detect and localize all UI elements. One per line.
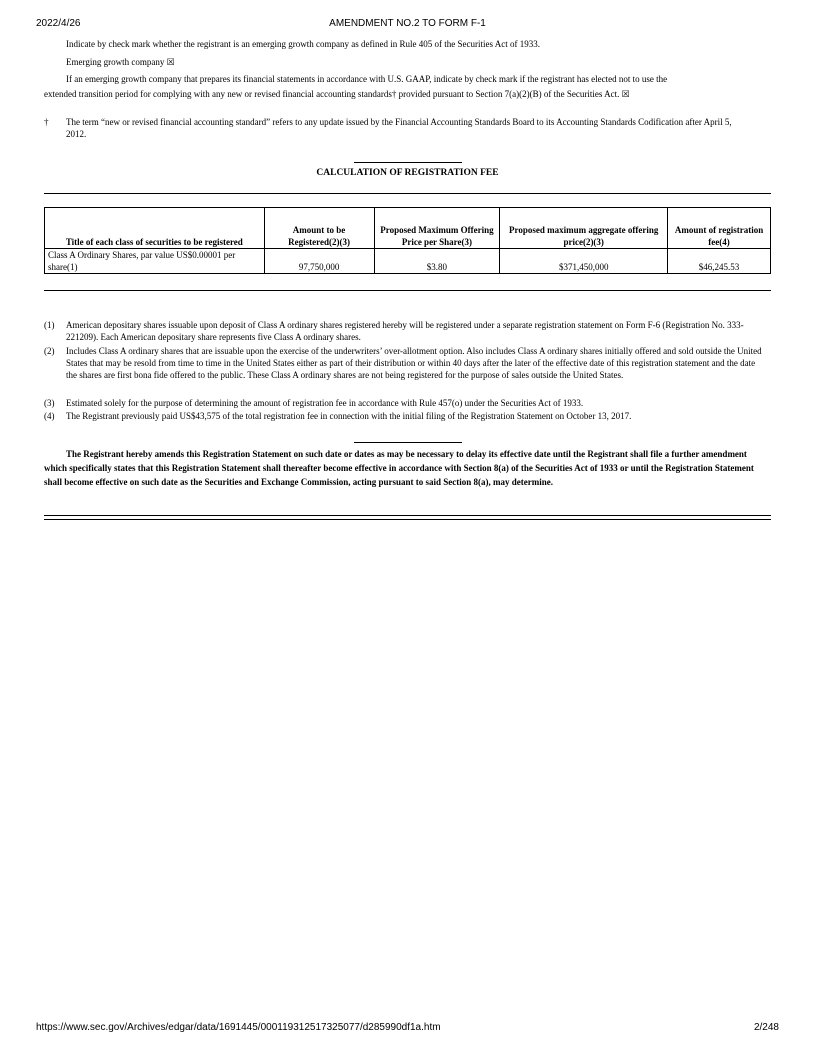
print-page-number: 2/248 [753,1022,779,1033]
cell-fee: $46,245.53 [668,249,771,274]
cell-title: Class A Ordinary Shares, par value US$0.00001 per share(1) [45,249,265,274]
footnote-text: The Registrant previously paid US$43,575 of the total registration fee in connection with the initial filing of the Registration Statement on October 13, 2017. [66,411,632,421]
closing-rule [44,519,771,520]
registration-fee-table [44,207,771,274]
table-bottom-rule [44,290,771,291]
header-max-offering-price: Proposed Maximum Offering Price per Share(3) [374,208,500,249]
table-header-row [45,208,771,249]
dagger-icon: † [44,117,49,127]
footnote-number: (3) [44,398,55,408]
print-title: AMENDMENT NO.2 TO FORM F-1 [329,18,486,29]
cell-aggregate: $371,450,000 [500,249,668,274]
section-divider [354,162,462,163]
cell-amount: 97,750,000 [264,249,374,274]
dagger-note: The term “new or revised financial accounting standard” refers to any update issued by the Financial Accounting Standards Board to its Accounting Standards Codification after April 5, 2012. [66,117,732,139]
egc-question: Indicate by check mark whether the registrant is an emerging growth company as defined in Rule 405 of the Securities Act of 1933. [66,39,540,49]
egc-label: Emerging growth company [66,57,165,67]
fee-table-title: CALCULATION OF REGISTRATION FEE [316,168,499,178]
print-date: 2022/4/26 [36,18,81,29]
footnote [44,345,768,381]
footnote [44,319,768,343]
header-max-aggregate-price: Proposed maximum aggregate offering price(2)(3) [500,208,668,249]
header-title-of-class: Title of each class of securities to be registered [45,208,265,249]
footnote [44,397,768,409]
footnote-text: American depositary shares issuable upon deposit of Class A ordinary shares registered hereby will be registered under a separate registration statement on Form F-6 (Registration No. 333-221209). Each American depositary share represents five Class A ordinary shares. [66,320,744,342]
header-amount-registered: Amount to be Registered(2)(3) [264,208,374,249]
footnote-text: Estimated solely for the purpose of determining the amount of registration fee in accordance with Rule 457(o) under the Securities Act of 1933. [66,398,584,408]
footnote-number: (2) [44,346,55,356]
transition-para-line2-text: extended transition period for complying with any new or revised financial accounting standards† provided pursuant to Section 7(a)(2)(B) of the Securities Act. [44,89,620,99]
closing-rule [44,515,771,516]
cell-price: $3.80 [374,249,500,274]
footnote-text: Includes Class A ordinary shares that are issuable upon the exercise of the underwriters’ over-allotment option. Also includes Class A ordinary shares initially offered and sold outside the United States that may be resold from time to time in the United States either as part of their distribution or within 40 days after the later of the effective date of this registration statement and the date the shares are first bona fide offered to the public. These Class A ordinary shares are not being registered for the purpose of sales outside the United States. [66,346,762,380]
footnote-number: (4) [44,411,55,421]
egc-checkbox-icon: ☒ [166,57,175,67]
transition-para-line2 [44,88,630,100]
table-row [45,249,771,274]
transition-checkbox-icon: ☒ [621,89,630,99]
delaying-amendment: The Registrant hereby amends this Registration Statement on such date or dates as may be necessary to delay its effective date until the Registrant shall file a further amendment which specifically states that this Registration Statement shall thereafter become effective in accordance with Section 8(a) of the Securities Act of 1933 or until the Registration Statement shall become effective on such date as the Securities and Exchange Commission, acting pursuant to said Section 8(a), may determine. [44,449,754,487]
header-registration-fee: Amount of registration fee(4) [668,208,771,249]
transition-para-line1: If an emerging growth company that prepares its financial statements in accordance with U.S. GAAP, indicate by check mark if the registrant has elected not to use the [66,74,668,84]
print-url: https://www.sec.gov/Archives/edgar/data/1691445/000119312517325077/d285990df1a.htm [36,1022,441,1033]
footnote [44,410,768,422]
section-divider [354,442,462,443]
table-top-rule [44,193,771,194]
egc-line [66,56,175,68]
footnote-number: (1) [44,320,55,330]
